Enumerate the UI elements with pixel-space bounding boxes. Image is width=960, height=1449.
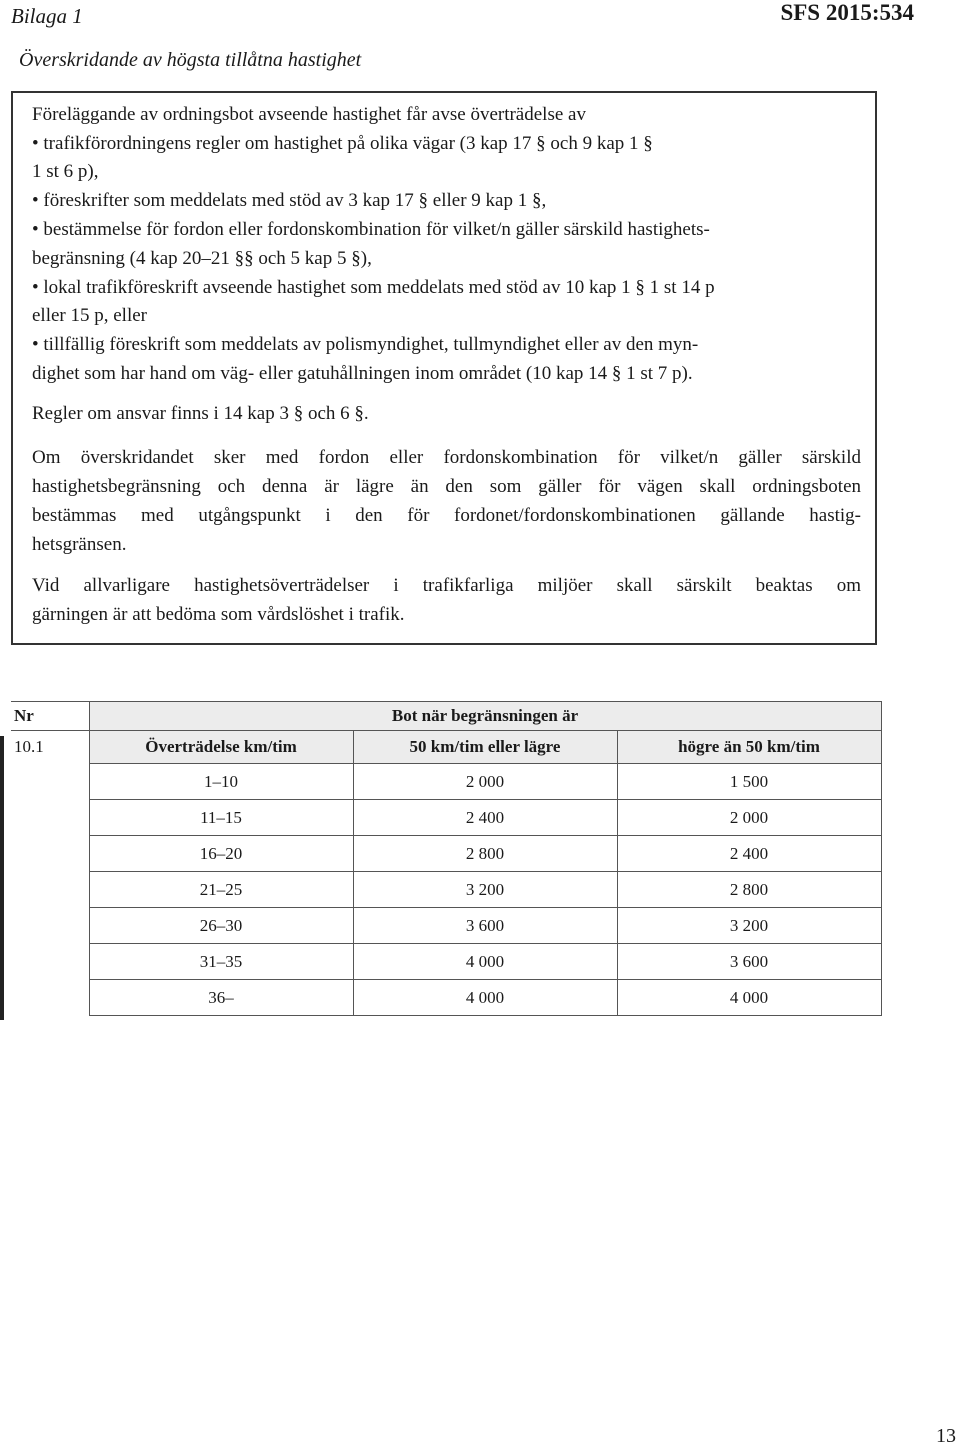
cell-violation: 21–25 (89, 872, 353, 908)
table-row (11, 872, 881, 908)
table-header-row (11, 702, 881, 731)
table-row (11, 764, 881, 800)
cell-fine-high: 4 000 (617, 980, 881, 1016)
paragraph-line: hetsgränsen. (32, 534, 127, 555)
col-header-high-limit: högre än 50 km/tim (617, 731, 881, 764)
cell-violation: 36– (89, 980, 353, 1016)
table-row (11, 836, 881, 872)
box-line: • bestämmelse för fordon eller fordonskombination för vilket/n gäller särskild hastighets- (32, 219, 710, 240)
cell-fine-high: 3 600 (617, 944, 881, 980)
appendix-label: Bilaga 1 (11, 4, 83, 28)
cell-fine-high: 2 800 (617, 872, 881, 908)
box-line: 1 st 6 p), (32, 161, 99, 182)
box-line: • lokal trafikföreskrift avseende hastighet som meddelats med stöd av 10 kap 1 § 1 st 14 p (32, 277, 715, 298)
cell-violation: 26–30 (89, 908, 353, 944)
col-header-low-limit: 50 km/tim eller lägre (353, 731, 617, 764)
paragraph-line: Vid allvarligare hastighetsöverträdelser i trafikfarliga miljöer skall särskilt beaktas om (32, 575, 861, 596)
table-row (11, 944, 881, 980)
col-header-violation: Överträdelse km/tim (89, 731, 353, 764)
cell-fine-low: 4 000 (353, 944, 617, 980)
table-row (11, 980, 881, 1016)
info-box (11, 91, 877, 645)
cell-fine-high: 2 000 (617, 800, 881, 836)
fine-table (11, 701, 882, 1016)
paragraph-line: hastighetsbegränsning och denna är lägre än den som gäller för vägen skall ordningsboten (32, 476, 861, 497)
cell-fine-low: 3 200 (353, 872, 617, 908)
cell-fine-low: 3 600 (353, 908, 617, 944)
box-line: eller 15 p, eller (32, 305, 148, 326)
cell-violation: 1–10 (89, 764, 353, 800)
cell-fine-low: 4 000 (353, 980, 617, 1016)
paragraph-line: Om överskridandet sker med fordon eller fordonskombination för vilket/n gäller särskild (32, 447, 861, 468)
box-line: • tillfällig föreskrift som meddelats av polismyndighet, tullmyndighet eller av den myn- (32, 334, 699, 355)
nr-header: Nr (11, 702, 89, 731)
group-header: Bot när begränsningen är (89, 702, 881, 731)
box-line: • föreskrifter som meddelats med stöd av 3 kap 17 § eller 9 kap 1 §, (32, 190, 547, 211)
cell-fine-low: 2 000 (353, 764, 617, 800)
box-line: dighet som har hand om väg- eller gatuhållningen inom området (10 kap 14 § 1 st 7 p). (32, 363, 693, 384)
sfs-number: SFS 2015:534 (780, 0, 914, 25)
page-number: 13 (936, 1425, 956, 1447)
box-line: • trafikförordningens regler om hastighet på olika vägar (3 kap 17 § och 9 kap 1 § (32, 133, 653, 154)
paragraph-line: bestämmas med utgångspunkt i den för fordonet/fordonskombinationen gällande hastig- (32, 505, 861, 526)
cell-fine-high: 2 400 (617, 836, 881, 872)
cell-fine-high: 1 500 (617, 764, 881, 800)
paragraph-line: gärningen är att bedöma som vårdslöshet i trafik. (32, 604, 405, 625)
table-row (11, 800, 881, 836)
box-line: begränsning (4 kap 20–21 §§ och 5 kap 5 §), (32, 248, 372, 269)
box-line: Föreläggande av ordningsbot avseende hastighet får avse överträdelse av (32, 104, 586, 125)
cell-violation: 11–15 (89, 800, 353, 836)
column-header-row (11, 731, 881, 764)
table-row (11, 908, 881, 944)
cell-violation: 16–20 (89, 836, 353, 872)
row-number: 10.1 (11, 731, 89, 764)
cell-fine-low: 2 800 (353, 836, 617, 872)
margin-bar (0, 736, 4, 1020)
box-line: Regler om ansvar finns i 14 kap 3 § och 6 §. (32, 403, 369, 424)
cell-violation: 31–35 (89, 944, 353, 980)
section-heading: Överskridande av högsta tillåtna hastighet (19, 49, 362, 71)
cell-fine-high: 3 200 (617, 908, 881, 944)
cell-fine-low: 2 400 (353, 800, 617, 836)
